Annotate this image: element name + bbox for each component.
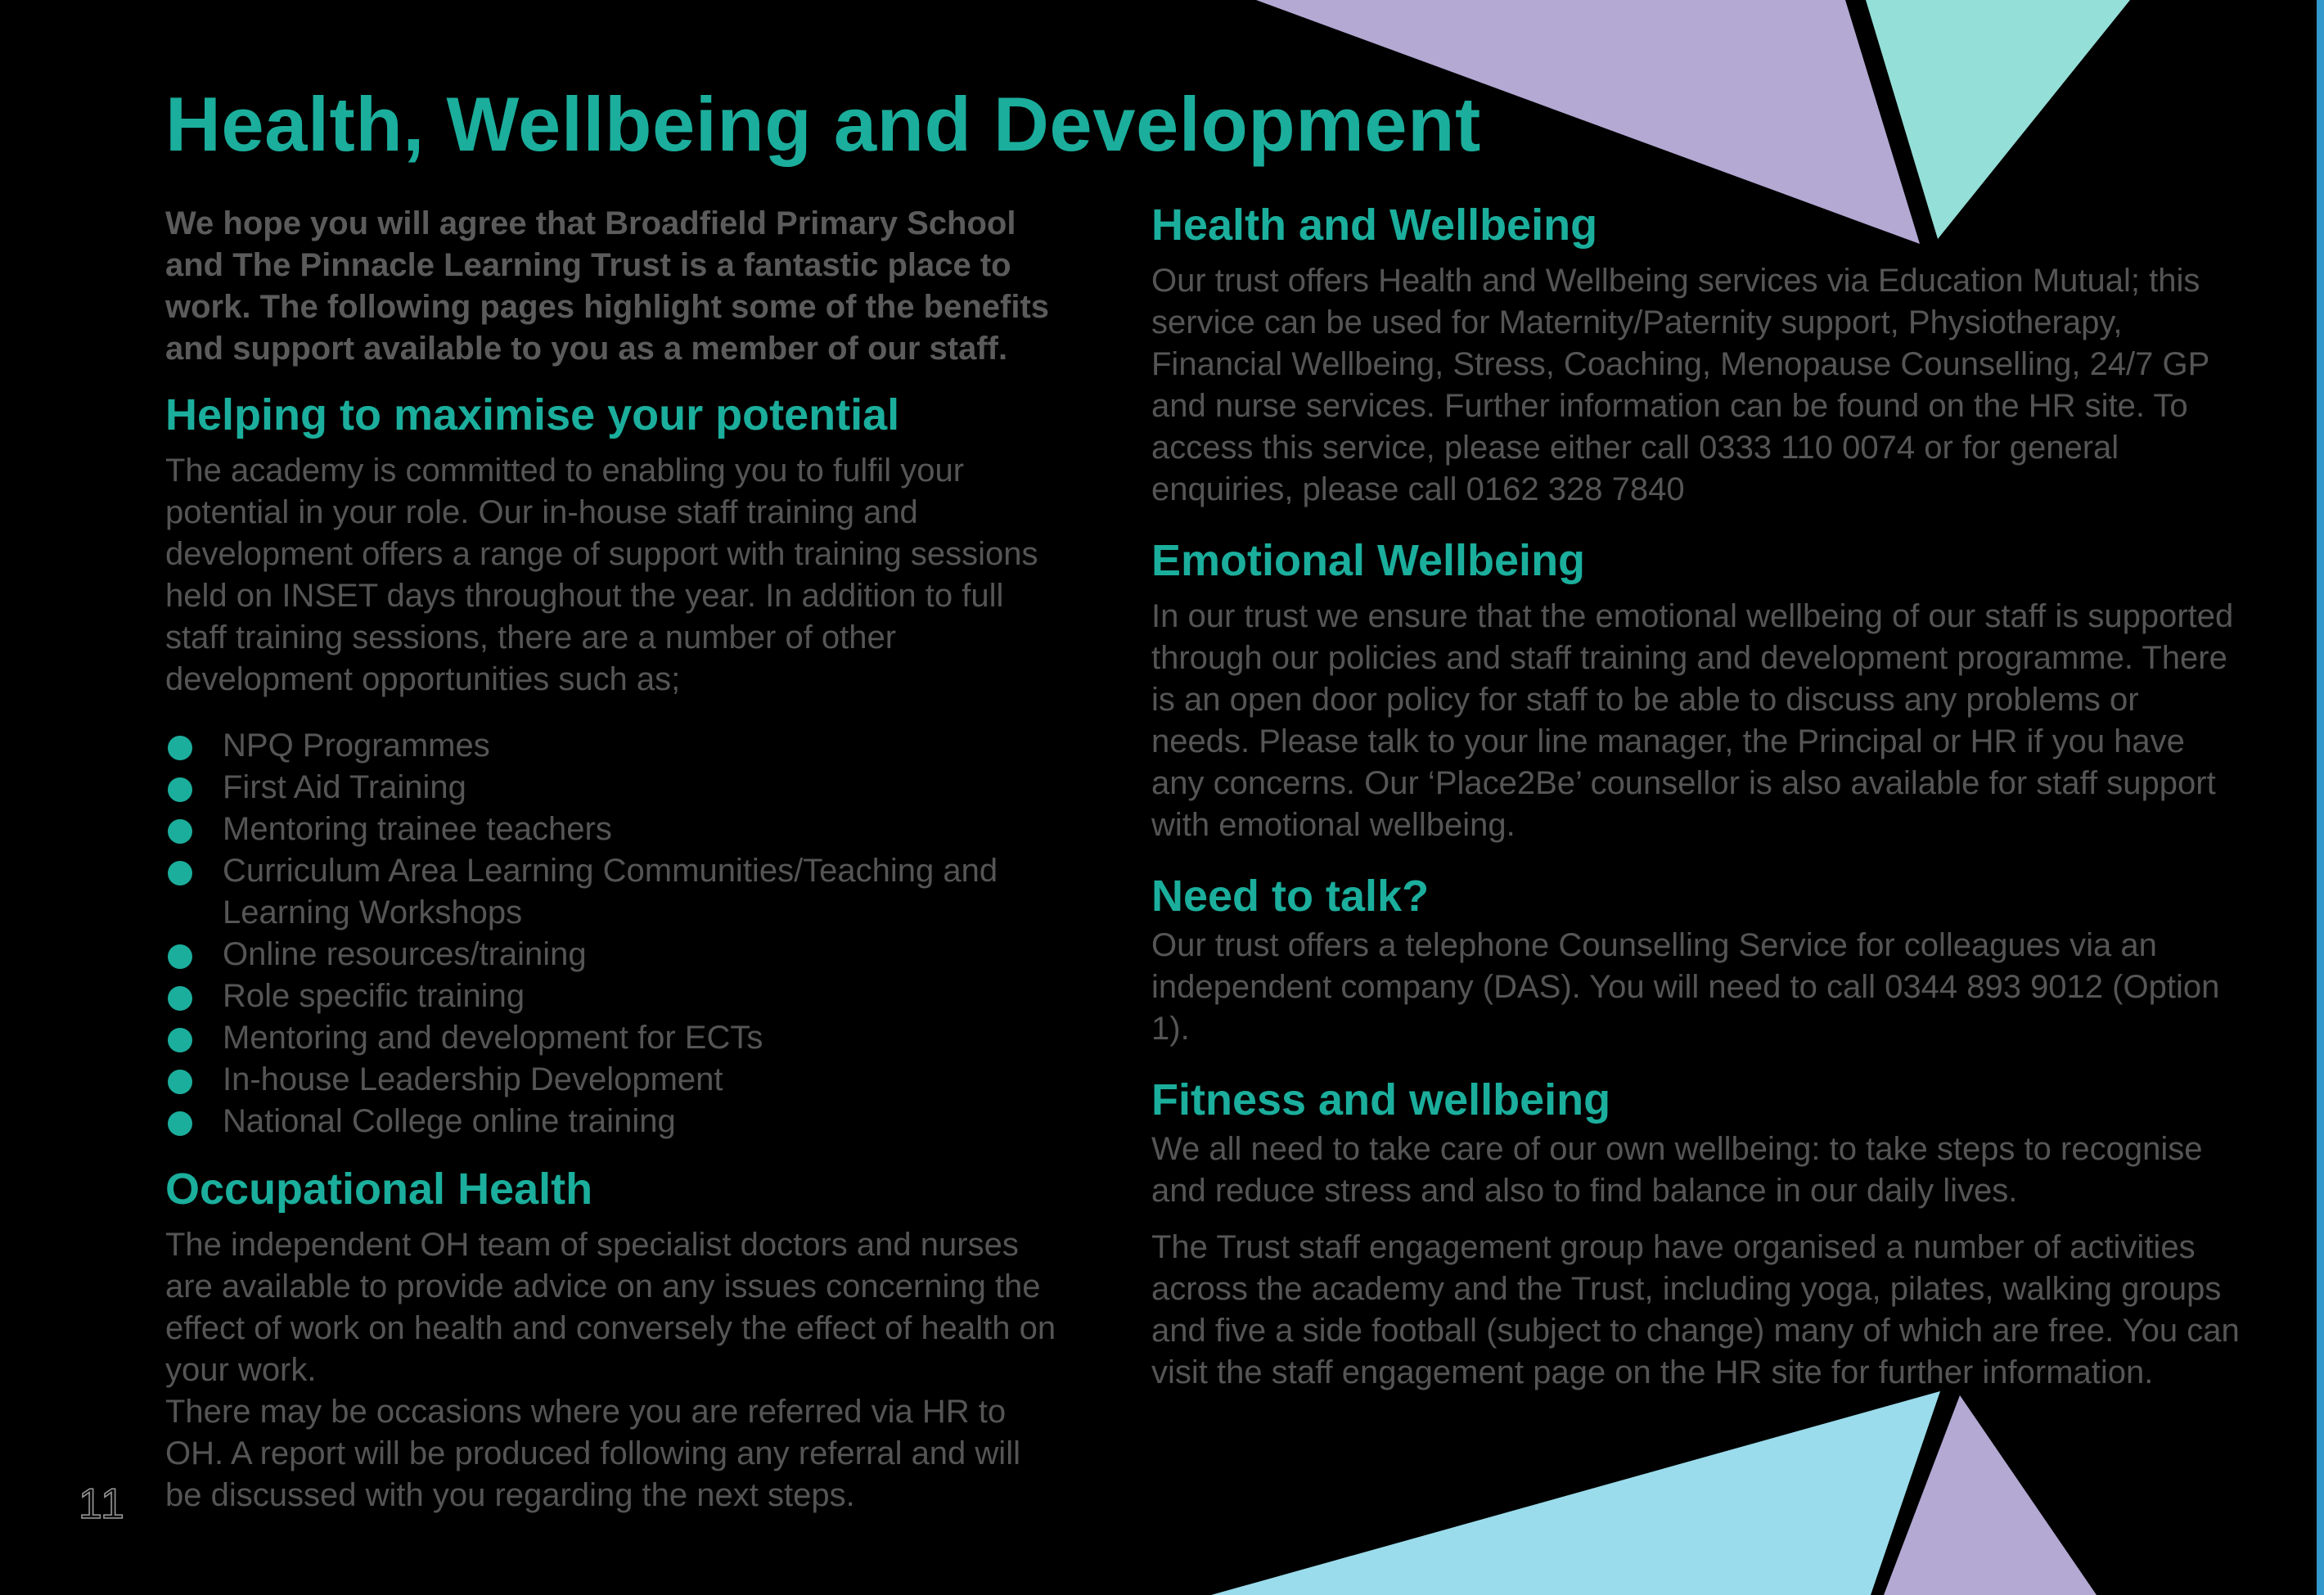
talk-text: Our trust offers a telephone Counselling Service for colleagues via an independent company (DAS). You will need to call 0344 893 9012 (Option 1). [1151,927,2220,1047]
fitness-text-2: The Trust staff engagement group have organised a number of activities across the academy and the Trust, including yoga, pilates, walking groups and five a side football (subject to change) many of which are free. You can visit the staff engagement page on the HR site for further information. [1151,1229,2240,1390]
page-edge-bar [2317,0,2324,1595]
bullet-dot-icon [168,1111,192,1136]
bullet-dot-icon [168,1028,192,1052]
list-item: National College online training [165,1101,1065,1142]
emotional-section [1151,532,2240,846]
development-list [165,725,1065,1142]
bullet-dot-icon [168,944,192,969]
right-column [1151,196,2240,1415]
page-number: 11 [79,1480,126,1528]
page-title: Health, Wellbeing and Development [165,81,1481,167]
list-item: Mentoring trainee teachers [165,809,1065,850]
health-heading: Health and Wellbeing [1151,201,1598,250]
list-item: NPQ Programmes [165,725,1065,767]
list-item: Online resources/training [165,934,1065,975]
health-text: Our trust offers Health and Wellbeing services via Education Mutual; this service can be used for Maternity/Paternity support, Physiotherapy, Financial Wellbeing, Stress, Coaching, Menopause Counselling, 24/7 GP and nurse services. Further information can be found on the HR site. To access this service, please either call 0333 110 0074 or for general enquiries, please call 0162 328 7840 [1151,263,2209,507]
potential-text: The academy is committed to enabling you to fulfil your potential in your role. Our in-house staff training and development offers a range of support with training sessions held on INSET days throughout the year. In addition to full staff training sessions, there are a number of other development opportunities such as; [165,453,1038,697]
left-column [165,203,1065,1516]
fitness-text: We all need to take care of our own wellbeing: to take steps to recognise and reduce stress and also to find balance in our daily lives. [1151,1131,2203,1209]
bottom-sky-triangle [1211,1391,1940,1595]
occupational-text: The independent OH team of specialist doctors and nurses are available to provide advice on any issues concerning the effect of work on health and conversely the effect of health on your work. [165,1227,1056,1388]
health-section [1151,196,2240,511]
talk-heading: Need to talk? [1151,872,1430,921]
list-item: In-house Leadership Development [165,1059,1065,1101]
fitness-section [1151,1071,2240,1394]
talk-section [1151,867,2240,1050]
bullet-dot-icon [168,777,192,802]
intro-paragraph: We hope you will agree that Broadfield Primary School and The Pinnacle Learning Trust is a fantastic place to work. The following pages highlight some of the benefits and support available to you as a member of our staff. [165,205,1050,367]
bullet-dot-icon [168,736,192,760]
emotional-heading: Emotional Wellbeing [1151,536,1586,585]
list-item: Role specific training [165,975,1065,1017]
list-item: Curriculum Area Learning Communities/Teaching and Learning Workshops [165,850,1065,934]
fitness-heading: Fitness and wellbeing [1151,1075,1611,1124]
bullet-dot-icon [168,861,192,885]
list-item: Mentoring and development for ECTs [165,1017,1065,1059]
bullet-dot-icon [168,986,192,1011]
potential-heading: Helping to maximise your potential [165,390,900,439]
list-item: First Aid Training [165,767,1065,809]
occupational-heading: Occupational Health [165,1165,593,1214]
bullet-dot-icon [168,1070,192,1094]
bullet-dot-icon [168,819,192,844]
occupational-text-2: There may be occasions where you are referred via HR to OH. A report will be produced following any referral and will be discussed with you regarding the next steps. [165,1394,1020,1513]
emotional-text: In our trust we ensure that the emotional wellbeing of our staff is supported through our policies and staff training and development programme. There is an open door policy for staff to be able to discuss any problems or needs. Please talk to your line manager, the Principal or HR if you have any concerns. Our ‘Place2Be’ counsellor is also available for staff support with emotional wellbeing. [1151,598,2234,843]
